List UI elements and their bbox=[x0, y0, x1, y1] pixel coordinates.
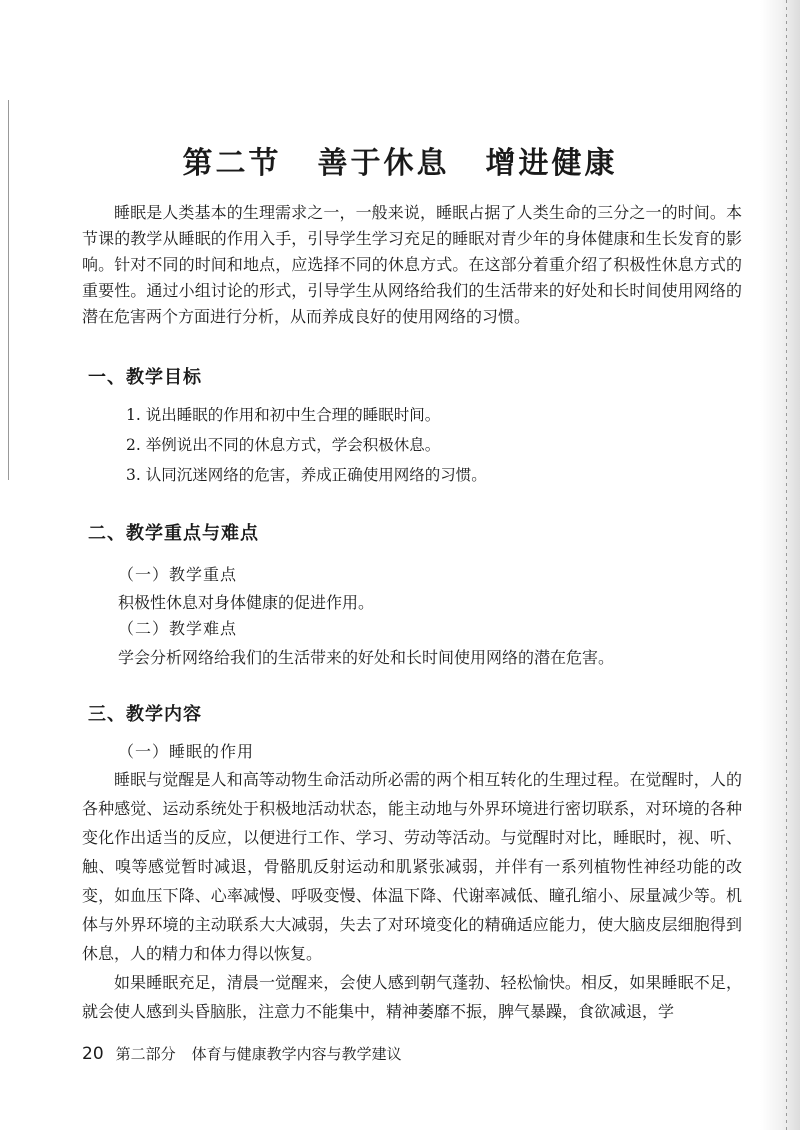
section1-heading: 一、教学目标 bbox=[88, 367, 202, 388]
title-section-number: 第二节 bbox=[182, 146, 282, 181]
intro-paragraph-block bbox=[82, 200, 742, 330]
section2-subheading-1: （一）教学重点 bbox=[118, 565, 238, 584]
section3-heading: 三、教学内容 bbox=[88, 704, 202, 725]
section2-text-1: 积极性休息对身体健康的促进作用。 bbox=[118, 593, 375, 612]
body-paragraph-2: 如果睡眠充足，清晨一觉醒来，会使人感到朝气蓬勃、轻松愉快。相反，如果睡眠不足，就会使人感到头昏脑胀，注意力不能集中，精神萎靡不振，脾气暴躁，食欲减退，学 bbox=[82, 973, 742, 1021]
section2-subheading-2: （二）教学难点 bbox=[118, 619, 238, 638]
objectives-list bbox=[126, 400, 487, 490]
footer-title: 体育与健康教学内容与教学建议 bbox=[191, 1045, 402, 1063]
body-paragraph-1: 睡眠与觉醒是人和高等动物生命活动所必需的两个相互转化的生理过程。在觉醒时，人的各种感觉、运动系统处于积极地活动状态，能主动地与外界环境进行密切联系，对环境的各种变化作出适当的反应，以便进行工作、学习、劳动等活动。与觉醒时对比，睡眠时，视、听、触、嗅等感觉暂时减退，骨骼肌反射运动和肌紧张减弱，并伴有一系列植物性神经功能的改变，如血压下降、心率减慢、呼吸变慢、体温下降、代谢率减低、瞳孔缩小、尿量减少等。机体与外界环境的主动联系大大减弱，失去了对环境变化的精确适应能力，使大脑皮层细胞得到休息，人的精力和体力得以恢复。 bbox=[82, 770, 742, 963]
intro-paragraph: 睡眠是人类基本的生理需求之一，一般来说，睡眠占据了人类生命的三分之一的时间。本节课的教学从睡眠的作用入手，引导学生学习充足的睡眠对青少年的身体健康和生长发育的影响。针对不同的时间和地点，应选择不同的休息方式。在这部分着重介绍了积极性休息方式的重要性。通过小组讨论的形式，引导学生从网络给我们的生活带来的好处和长时间使用网络的潜在危害两个方面进行分析，从而养成良好的使用网络的习惯。 bbox=[82, 203, 742, 326]
section2-heading: 二、教学重点与难点 bbox=[88, 523, 259, 544]
page-footer bbox=[82, 1043, 402, 1064]
list-item: 1. 说出睡眠的作用和初中生合理的睡眠时间。 bbox=[126, 406, 441, 424]
page-number: 20 bbox=[82, 1044, 104, 1064]
section3-body bbox=[82, 765, 742, 1026]
list-item: 3. 认同沉迷网络的危害，养成正确使用网络的习惯。 bbox=[126, 466, 487, 484]
title-part-1: 善于休息 bbox=[317, 146, 450, 181]
page-title bbox=[0, 138, 800, 182]
section3-subheading-1: （一）睡眠的作用 bbox=[118, 742, 255, 761]
section2-text-2: 学会分析网络给我们的生活带来的好处和长时间使用网络的潜在危害。 bbox=[118, 648, 615, 667]
footer-part: 第二部分 bbox=[115, 1045, 176, 1063]
title-part-2: 增进健康 bbox=[485, 146, 618, 181]
list-item: 2. 举例说出不同的休息方式，学会积极休息。 bbox=[126, 436, 441, 454]
